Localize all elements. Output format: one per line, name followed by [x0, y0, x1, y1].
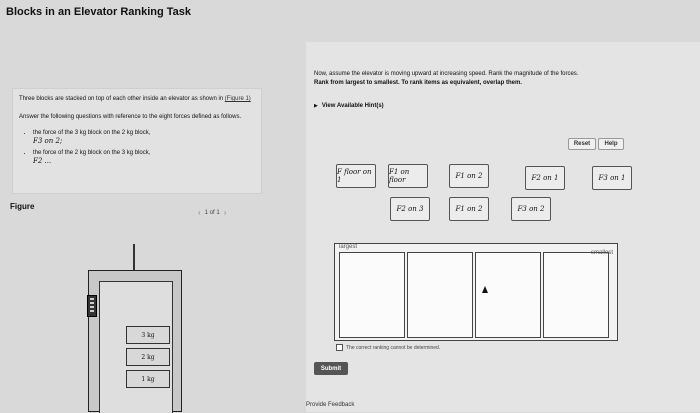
- force-tile[interactable]: F1 on 2: [449, 197, 489, 221]
- cannot-determine-option[interactable]: [336, 344, 440, 351]
- block-3kg: 3 kg: [126, 326, 170, 344]
- elevator-diagram: [88, 270, 182, 412]
- block-1kg: 1 kg: [126, 370, 170, 388]
- figure-page-count: 1 of 1: [204, 209, 220, 216]
- force-tile[interactable]: F1 on 2: [449, 164, 489, 188]
- elevator-cable: [133, 244, 135, 270]
- force-definitions-list: [19, 129, 255, 166]
- force-symbol: F3 on 2;: [33, 137, 63, 145]
- force-tile[interactable]: F2 on 1: [525, 166, 565, 190]
- force-tile[interactable]: F1 on floor: [388, 164, 428, 188]
- cannot-determine-checkbox[interactable]: [336, 344, 343, 351]
- ranking-area[interactable]: [334, 243, 618, 341]
- help-button[interactable]: Help: [598, 138, 624, 150]
- ranking-panel: [306, 42, 700, 412]
- rank-smallest-label: smallest: [590, 250, 613, 256]
- elevator-car: [99, 281, 173, 413]
- force-tile[interactable]: F2 on 3: [390, 197, 430, 221]
- hint-label: View Available Hint(s): [321, 103, 384, 109]
- figure-label: Figure: [10, 202, 35, 211]
- force-definition-text: the force of the 3 kg block on the 2 kg block,: [33, 130, 151, 136]
- view-hints-link[interactable]: [314, 103, 384, 109]
- force-definition-text: the force of the 2 kg block on the 3 kg block,: [33, 150, 151, 156]
- elevator-button-panel-icon: [87, 295, 97, 317]
- answer-instructions: Answer the following questions with reference to the eight forces defined as follows.: [19, 114, 242, 120]
- ranking-instructions: [314, 70, 689, 88]
- figure-link[interactable]: (Figure 1): [224, 96, 251, 102]
- cannot-determine-label: The correct ranking cannot be determined.: [346, 344, 441, 351]
- caret-right-icon: ▶: [314, 103, 318, 109]
- prev-figure-button[interactable]: ‹: [198, 208, 201, 217]
- page-title: Blocks in an Elevator Ranking Task: [6, 6, 192, 18]
- rank-largest-label: largest: [339, 244, 358, 250]
- instructions-line-2: Rank from largest to smallest. To rank items as equivalent, overlap them.: [314, 80, 522, 86]
- reset-button[interactable]: Reset: [568, 138, 596, 150]
- force-tile[interactable]: F floor on 1: [336, 164, 376, 188]
- force-tile[interactable]: F3 on 1: [592, 166, 632, 190]
- force-definition-item: [33, 149, 255, 166]
- force-symbol: F2 ...: [33, 157, 52, 165]
- rank-slot[interactable]: [339, 252, 405, 338]
- submit-button[interactable]: Submit: [314, 362, 348, 375]
- force-tile[interactable]: F3 on 2: [511, 197, 551, 221]
- next-figure-button[interactable]: ›: [223, 208, 227, 217]
- rank-slot[interactable]: [475, 252, 541, 338]
- mouse-cursor-icon: [482, 286, 488, 293]
- intro-paragraph: [19, 95, 254, 103]
- rank-slot[interactable]: [543, 252, 609, 338]
- provide-feedback-link[interactable]: Provide Feedback: [306, 402, 355, 408]
- rank-slot[interactable]: [407, 252, 473, 338]
- intro-text: Three blocks are stacked on top of each other inside an elevator as shown in: [19, 96, 224, 102]
- figure-pager: [198, 208, 226, 217]
- problem-statement-panel: [12, 88, 262, 194]
- instructions-line-1: Now, assume the elevator is moving upward at increasing speed. Rank the magnitude of the forces.: [314, 71, 579, 77]
- block-2kg: 2 kg: [126, 348, 170, 366]
- force-definition-item: [33, 129, 255, 146]
